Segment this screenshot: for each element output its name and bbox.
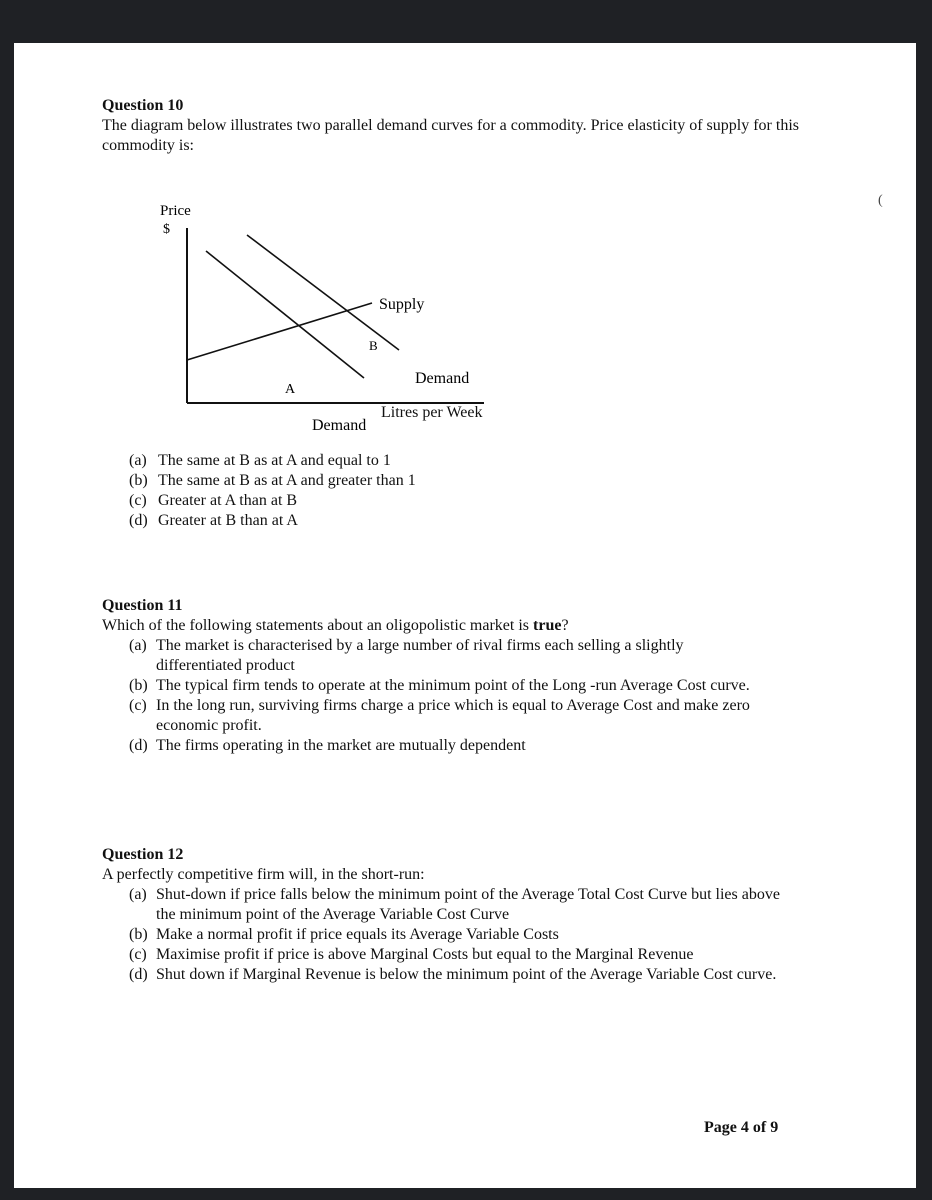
question-12-options <box>102 885 782 985</box>
question-11-title: Question 11 <box>102 597 183 614</box>
demand-curve-lower <box>206 251 364 378</box>
supply-label: Supply <box>379 296 425 313</box>
scan-mark: ( <box>878 193 883 208</box>
question-10 <box>102 96 802 156</box>
supply-demand-diagram <box>144 193 524 433</box>
point-a-label: A <box>285 382 296 397</box>
y-axis-label: Price <box>160 203 191 219</box>
question-11-text: Which of the following statements about an oligopolistic market is true? <box>102 617 569 634</box>
question-12-option[interactable]: (b) Make a normal profit if price equals its Average Variable Costs <box>129 926 559 943</box>
question-10-text: The diagram below illustrates two parallel demand curves for a commodity. Price elasticity of supply for this commodity is: <box>102 117 799 154</box>
document-page <box>14 43 916 1188</box>
demand-label-upper: Demand <box>415 370 470 387</box>
question-12-option[interactable]: (a) Shut-down if price falls below the minimum point of the Average Total Cost Curve but lies above the minimum point of the Average Variable Cost Curve <box>129 886 780 923</box>
question-11-option[interactable]: (b) The typical firm tends to operate at the minimum point of the Long -run Average Cost curve. <box>129 677 750 694</box>
demand-curve-upper <box>247 235 399 350</box>
question-11-option[interactable]: (a) The market is characterised by a large number of rival firms each selling a slightly differentiated product <box>129 637 684 674</box>
question-10-option[interactable]: (c) Greater at A than at B <box>129 492 298 509</box>
y-axis-unit: $ <box>163 222 170 237</box>
question-10-option[interactable]: (a) The same at B as at A and equal to 1 <box>129 452 391 469</box>
question-12-title: Question 12 <box>102 846 184 863</box>
x-axis-label: Litres per Week <box>381 404 483 421</box>
question-10-option[interactable]: (b) The same at B as at A and greater than 1 <box>129 472 416 489</box>
question-12-option[interactable]: (c) Maximise profit if price is above Marginal Costs but equal to the Marginal Revenue <box>129 946 694 963</box>
question-11 <box>102 596 802 756</box>
page-number: Page 4 of 9 <box>704 1119 779 1136</box>
question-12-option[interactable]: (d) Shut down if Marginal Revenue is below the minimum point of the Average Variable Cost curve. <box>129 966 777 983</box>
question-10-options <box>102 451 802 531</box>
question-12-text: A perfectly competitive firm will, in the short-run: <box>102 866 425 883</box>
point-b-label: B <box>369 338 378 353</box>
question-11-options <box>102 636 762 756</box>
demand-label-lower: Demand <box>312 417 367 433</box>
question-11-option[interactable]: (c) In the long run, surviving firms charge a price which is equal to Average Cost and make zero economic profit. <box>129 697 750 734</box>
question-10-title: Question 10 <box>102 97 184 114</box>
question-12 <box>102 845 802 985</box>
question-10-option[interactable]: (d) Greater at B than at A <box>129 512 298 529</box>
supply-curve <box>187 303 372 360</box>
question-11-option[interactable]: (d) The firms operating in the market are mutually dependent <box>129 737 526 754</box>
